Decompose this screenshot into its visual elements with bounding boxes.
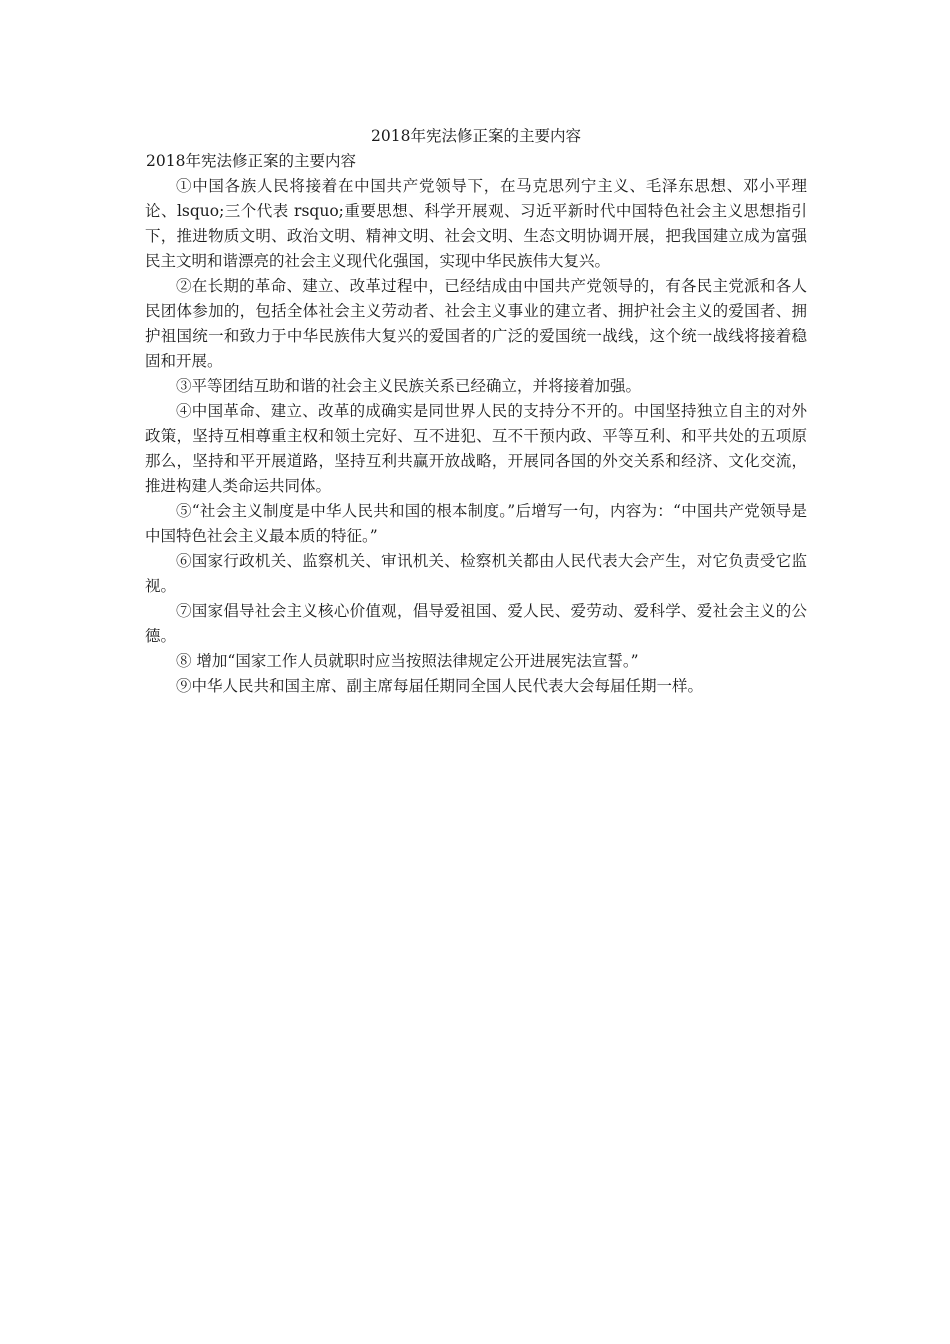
document-title: 2018年宪法修正案的主要内容 (371, 127, 581, 145)
document-subtitle: 2018年宪法修正案的主要内容 (146, 152, 356, 170)
paragraph-7: ⑦国家倡导社会主义核心价值观，倡导爱祖国、爱人民、爱劳动、爱科学、爱社会主义的公德。 (145, 602, 807, 645)
paragraph-5: ⑤“社会主义制度是中华人民共和国的根本制度。”后增写一句，内容为：“中国共产党领导是中国特色社会主义最本质的特征。” (145, 502, 807, 545)
paragraph-3: ③平等团结互助和谐的社会主义民族关系已经确立，并将接着加强。 (176, 377, 642, 395)
paragraph-6: ⑥国家行政机关、监察机关、审讯机关、检察机关都由人民代表大会产生，对它负责受它监视。 (145, 552, 807, 595)
document-page (145, 124, 807, 699)
paragraph-2: ②在长期的革命、建立、改革过程中，已经结成由中国共产党领导的，有各民主党派和各人民团体参加的，包括全体社会主义劳动者、社会主义事业的建立者、拥护社会主义的爱国者、拥护祖国统一和致力于中华民族伟大复兴的爱国者的广泛的爱国统一战线，这个统一战线将接着稳固和开展。 (145, 277, 807, 370)
paragraph-8: ⑧ 增加“国家工作人员就职时应当按照法律规定公开进展宪法宣誓。” (176, 652, 639, 670)
paragraph-9: ⑨中华人民共和国主席、副主席每届任期同全国人民代表大会每届任期一样。 (176, 677, 704, 695)
paragraph-1: ①中国各族人民将接着在中国共产党领导下，在马克思列宁主义、毛泽东思想、邓小平理论、lsquo;三个代表 rsquo;重要思想、科学开展观、习近平新时代中国特色社会主义思想指引下，推进物质文明、政治文明、精神文明、社会文明、生态文明协调开展，把我国建立成为富强民主文明和谐漂亮的社会主义现代化强国，实现中华民族伟大复兴。 (145, 177, 807, 270)
paragraph-4: ④中国革命、建立、改革的成确实是同世界人民的支持分不开的。中国坚持独立自主的对外政策，坚持互相尊重主权和领土完好、互不进犯、互不干预内政、平等互利、和平共处的五项原那么，坚持和平开展道路，坚持互利共赢开放战略，开展同各国的外交关系和经济、文化交流，推进构建人类命运共同体。 (145, 402, 807, 495)
